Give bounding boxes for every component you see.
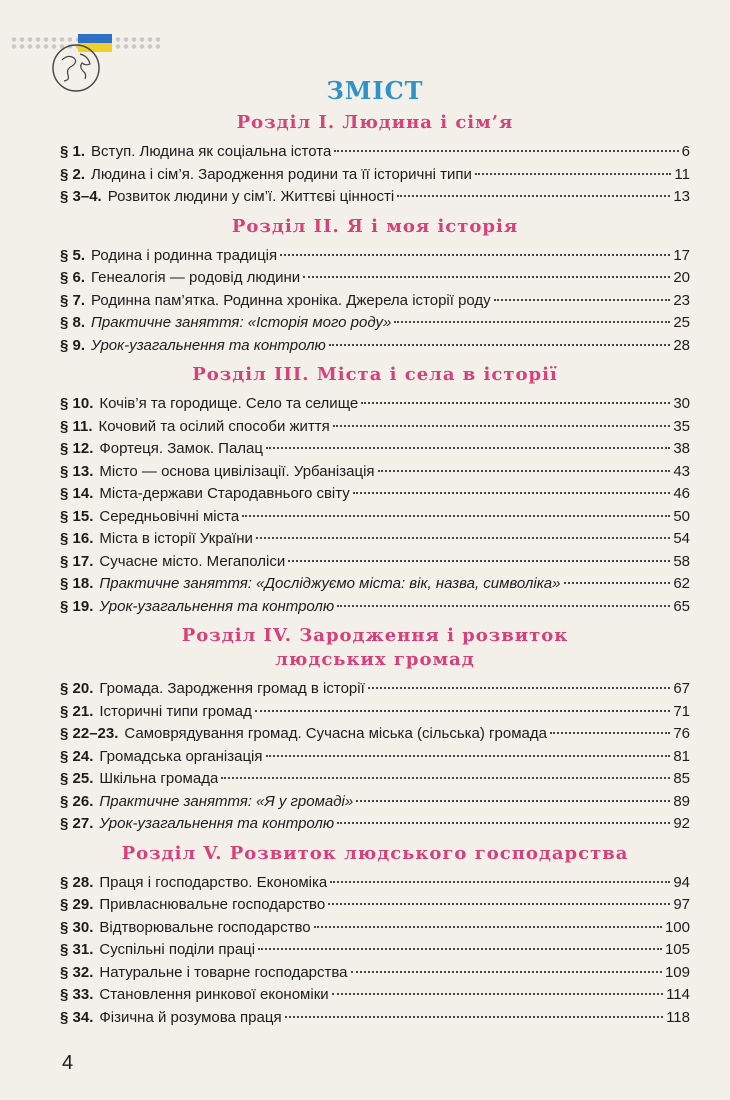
dot-leader: [221, 777, 670, 779]
toc-entry[interactable]: [60, 551, 690, 574]
toc-entry[interactable]: [60, 164, 690, 187]
entry-title: Фізична й розумова праця: [99, 1008, 282, 1026]
toc-entry[interactable]: [60, 813, 690, 836]
paragraph-number: § 29.: [60, 896, 94, 913]
entry-title: Суспільні поділи праці: [99, 941, 256, 958]
entry-title: Громадська організація: [99, 747, 263, 765]
paragraph-number: § 28.: [60, 873, 94, 891]
dot-leader: [378, 470, 671, 472]
entry-title: Праця і господарство. Економіка: [99, 873, 328, 891]
entry-title: Натуральне і товарне господарства: [99, 963, 348, 981]
entry-page-number: 114: [666, 986, 690, 1003]
dot-leader: [351, 971, 662, 973]
table-of-contents: [60, 76, 690, 1029]
entry-page-number: 54: [673, 530, 690, 547]
paragraph-number: § 1.: [60, 143, 86, 160]
entry-page-number: 118: [666, 1008, 690, 1026]
dot-leader: [314, 926, 662, 928]
entry-page-number: 65: [673, 597, 690, 615]
paragraph-number: § 27.: [60, 815, 94, 832]
paragraph-number: § 11.: [60, 417, 93, 435]
entry-title: Родина і родинна традиція: [91, 246, 278, 264]
paragraph-number: § 25.: [60, 770, 94, 787]
toc-entry[interactable]: [60, 335, 690, 358]
paragraph-number: § 21.: [60, 702, 94, 720]
toc-entry-list: [60, 141, 690, 209]
toc-entry[interactable]: [60, 290, 690, 313]
toc-entry[interactable]: [60, 1007, 690, 1030]
dot-leader: [255, 710, 670, 712]
paragraph-number: § 3–4.: [60, 188, 102, 205]
dot-leader: [242, 515, 670, 517]
entry-page-number: 20: [673, 269, 690, 286]
dot-leader: [328, 903, 670, 905]
entry-page-number: 85: [673, 770, 690, 787]
paragraph-number: § 19.: [60, 597, 94, 615]
paragraph-number: § 12.: [60, 440, 94, 457]
paragraph-number: § 13.: [60, 462, 94, 480]
entry-page-number: 89: [673, 792, 690, 810]
entry-title: Становлення ринкової економіки: [99, 986, 329, 1003]
entry-page-number: 11: [674, 165, 690, 183]
paragraph-number: § 32.: [60, 963, 94, 981]
toc-entry[interactable]: [60, 872, 690, 895]
paragraph-number: § 14.: [60, 485, 94, 502]
entry-title: Відтворювальне господарство: [99, 918, 311, 936]
page-number: 4: [62, 1052, 74, 1074]
entry-page-number: 6: [681, 143, 690, 160]
entry-page-number: 109: [664, 963, 690, 981]
toc-entry[interactable]: [60, 678, 690, 701]
dot-leader: [564, 582, 671, 584]
paragraph-number: § 31.: [60, 941, 94, 958]
entry-title: Урок-узагальнення та контролю: [99, 597, 335, 615]
toc-section: [60, 842, 690, 1030]
paragraph-number: § 22–23.: [60, 725, 119, 742]
toc-entry[interactable]: [60, 438, 690, 461]
paragraph-number: § 9.: [60, 336, 86, 354]
entry-title: Міста-держави Стародавнього світу: [99, 485, 350, 502]
entry-title: Фортеця. Замок. Палац: [99, 440, 263, 457]
entry-title: Шкільна громада: [99, 770, 219, 787]
entry-page-number: 23: [673, 291, 690, 309]
entry-page-number: 76: [673, 725, 690, 742]
entry-title: Сучасне місто. Мегаполіси: [99, 552, 286, 570]
paragraph-number: § 20.: [60, 680, 94, 697]
toc-entry[interactable]: [60, 573, 690, 596]
section-title-line: Розділ ІІІ. Міста і села в історії: [192, 364, 558, 385]
dot-leader: [266, 447, 670, 449]
paragraph-number: § 10.: [60, 395, 94, 412]
paragraph-number: § 24.: [60, 747, 94, 765]
section-title-line: Розділ І. Людина і сім’я: [236, 112, 514, 133]
toc-entry-list: [60, 245, 690, 358]
entry-title: Самоврядування громад. Сучасна міська (сільська) громада: [124, 725, 547, 742]
section-title: [60, 363, 690, 387]
dot-leader: [550, 732, 670, 734]
dot-leader: [494, 299, 671, 301]
entry-page-number: 17: [673, 246, 690, 264]
entry-title: Кочовий та осілий способи життя: [98, 417, 330, 435]
dot-leader: [337, 605, 670, 607]
toc-entry[interactable]: [60, 596, 690, 619]
entry-page-number: 94: [673, 873, 690, 891]
toc-entry[interactable]: [60, 894, 690, 917]
paragraph-number: § 18.: [60, 575, 94, 592]
dot-leader: [256, 537, 670, 539]
toc-entry[interactable]: [60, 393, 690, 416]
dot-leader: [330, 881, 670, 883]
entry-title: Кочів’я та городище. Село та селище: [99, 395, 359, 412]
entry-page-number: 50: [673, 507, 690, 525]
toc-entry[interactable]: [60, 245, 690, 268]
entry-page-number: 43: [673, 462, 690, 480]
paragraph-number: § 34.: [60, 1008, 94, 1026]
entry-title: Практичне заняття: «Історія мого роду»: [91, 314, 392, 331]
dot-leader: [356, 800, 670, 802]
entry-page-number: 67: [673, 680, 690, 697]
section-title-line: людських громад: [275, 649, 475, 670]
toc-entry[interactable]: [60, 768, 690, 791]
entry-title: Людина і сім’я. Зародження родини та її історичні типи: [91, 165, 472, 183]
entry-title: Привласнювальне господарство: [99, 896, 326, 913]
entry-page-number: 46: [673, 485, 690, 502]
paragraph-number: § 17.: [60, 552, 94, 570]
toc-entry[interactable]: [60, 984, 690, 1007]
entry-title: Міста в історії України: [99, 530, 253, 547]
toc-entry[interactable]: [60, 312, 690, 335]
entry-title: Історичні типи громад: [99, 702, 252, 720]
toc-entry[interactable]: [60, 746, 690, 769]
paragraph-number: § 15.: [60, 507, 94, 525]
section-title-line: Розділ ІІ. Я і моя історія: [231, 215, 519, 237]
section-title-line: Розділ IV. Зародження і розвиток: [181, 625, 569, 646]
dot-leader: [475, 173, 672, 175]
entry-title: Генеалогія — родовід людини: [91, 269, 301, 286]
section-title: [60, 215, 690, 239]
dot-leader: [332, 993, 663, 995]
entry-page-number: 58: [673, 552, 690, 570]
paragraph-number: § 7.: [60, 291, 86, 309]
entry-title: Урок-узагальнення та контролю: [91, 336, 326, 354]
dot-leader: [329, 344, 670, 346]
toc-entry-list: [60, 393, 690, 618]
dot-leader: [361, 402, 670, 404]
toc-section: [60, 363, 690, 618]
paragraph-number: § 8.: [60, 314, 86, 331]
entry-page-number: 28: [673, 336, 690, 354]
paragraph-number: § 33.: [60, 986, 94, 1003]
toc-entry[interactable]: [60, 791, 690, 814]
dot-leader: [337, 822, 670, 824]
entry-page-number: 13: [673, 188, 690, 205]
section-title: [60, 111, 690, 135]
entry-page-number: 30: [673, 395, 690, 412]
dot-leader: [397, 195, 670, 197]
toc-entry[interactable]: [60, 939, 690, 962]
toc-entry[interactable]: [60, 701, 690, 724]
entry-title: Практичне заняття: «Досліджуємо міста: вік, назва, символіка»: [99, 575, 561, 592]
entry-page-number: 25: [673, 314, 690, 331]
toc-section: [60, 624, 690, 836]
entry-page-number: 105: [664, 941, 690, 958]
dot-leader: [333, 425, 671, 427]
paragraph-number: § 6.: [60, 269, 86, 286]
entry-page-number: 97: [673, 896, 690, 913]
entry-title: Урок-узагальнення та контролю: [99, 815, 335, 832]
dot-leader: [266, 755, 671, 757]
entry-title: Розвиток людини у сім’ї. Життєві цінності: [107, 188, 395, 205]
toc-entry[interactable]: [60, 506, 690, 529]
toc-entry[interactable]: [60, 723, 690, 746]
toc-entry[interactable]: [60, 528, 690, 551]
dot-leader: [285, 1016, 664, 1018]
entry-page-number: 81: [673, 747, 690, 765]
entry-title: Громада. Зародження громад в історії: [99, 680, 365, 697]
toc-section: [60, 111, 690, 209]
toc-entry-list: [60, 872, 690, 1030]
entry-page-number: 92: [673, 815, 690, 832]
dot-leader: [258, 948, 662, 950]
dot-leader: [280, 254, 670, 256]
dot-leader: [303, 276, 670, 278]
section-title: [60, 624, 690, 672]
paragraph-number: § 5.: [60, 246, 86, 264]
entry-title: Місто — основа цивілізації. Урбанізація: [99, 462, 375, 480]
section-title: [60, 842, 690, 866]
entry-title: Вступ. Людина як соціальна істота: [91, 143, 332, 160]
entry-page-number: 71: [673, 702, 690, 720]
entry-page-number: 35: [673, 417, 690, 435]
entry-page-number: 38: [673, 440, 690, 457]
toc-entry-list: [60, 678, 690, 836]
toc-title: ЗМІСТ: [326, 76, 424, 105]
dot-leader: [394, 321, 670, 323]
toc-entry[interactable]: [60, 186, 690, 209]
dot-leader: [353, 492, 671, 494]
toc-entry[interactable]: [60, 267, 690, 290]
toc-entry[interactable]: [60, 141, 690, 164]
entry-title: Середньовічні міста: [99, 507, 240, 525]
paragraph-number: § 16.: [60, 530, 94, 547]
dot-leader: [334, 150, 678, 152]
toc-entry[interactable]: [60, 416, 690, 439]
section-title-line: Розділ V. Розвиток людського господарства: [121, 842, 629, 864]
toc-entry[interactable]: [60, 962, 690, 985]
toc-entry[interactable]: [60, 917, 690, 940]
entry-title: Родинна пам’ятка. Родинна хроніка. Джерела історії роду: [91, 291, 491, 309]
entry-page-number: 62: [673, 575, 690, 592]
toc-entry[interactable]: [60, 461, 690, 484]
toc-sections: [60, 111, 690, 1029]
paragraph-number: § 30.: [60, 918, 94, 936]
dot-leader: [288, 560, 670, 562]
entry-title: Практичне заняття: «Я у громаді»: [99, 792, 354, 810]
dot-leader: [368, 687, 671, 689]
entry-page-number: 100: [664, 918, 690, 936]
paragraph-number: § 26.: [60, 792, 94, 810]
paragraph-number: § 2.: [60, 165, 86, 183]
toc-section: [60, 215, 690, 358]
toc-entry[interactable]: [60, 483, 690, 506]
